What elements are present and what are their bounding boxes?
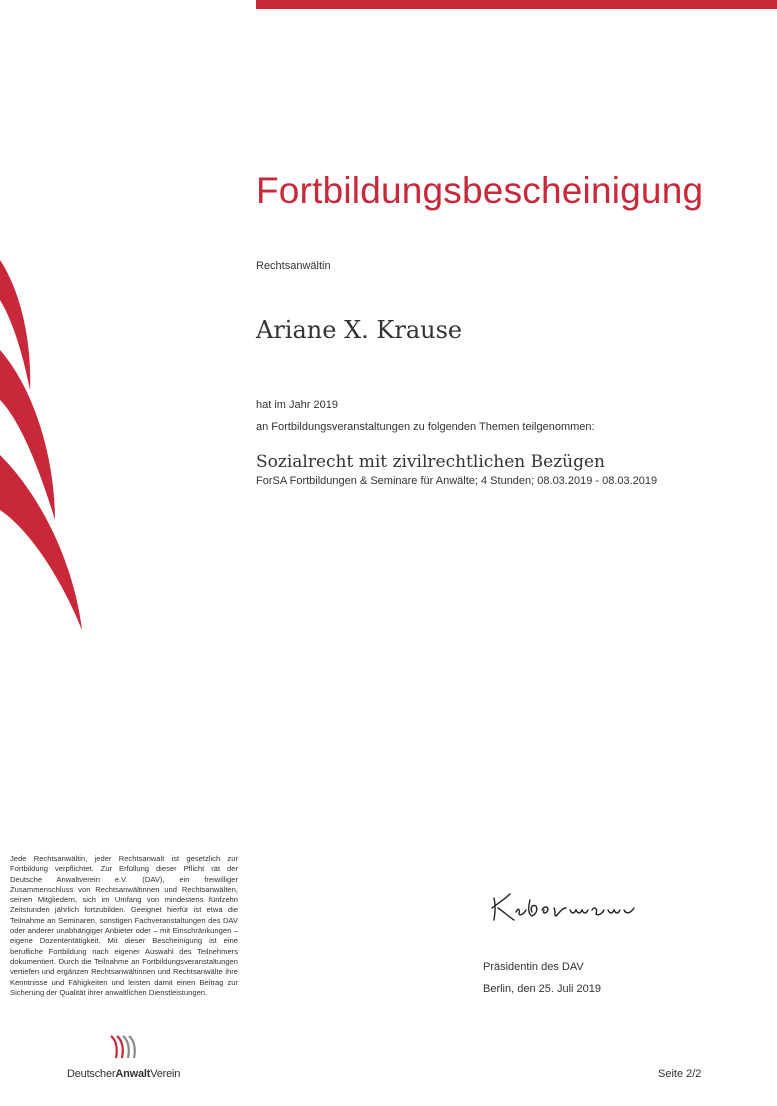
- recipient-name: Ariane X. Krause: [256, 316, 463, 344]
- signature-image: [486, 886, 656, 926]
- course-details: ForSA Fortbildungen & Seminare für Anwälte; 4 Stunden; 08.03.2019 - 08.03.2019: [256, 475, 658, 487]
- participation-year-text: hat im Jahr 2019: [256, 399, 338, 411]
- recipient-role: Rechtsanwältin: [256, 260, 331, 272]
- place-and-date: Berlin, den 25. Juli 2019: [483, 983, 602, 995]
- course-topic: Sozialrecht mit zivilrechtlichen Bezügen: [256, 452, 605, 472]
- red-arc-decoration: [0, 240, 120, 660]
- document-title: Fortbildungsbescheinigung: [256, 170, 704, 211]
- dav-logo-icon: [108, 1030, 140, 1062]
- top-accent-bar: [256, 0, 777, 9]
- participation-text: an Fortbildungsveranstaltungen zu folgenden Themen teilgenommen:: [256, 421, 595, 433]
- signer-role: Präsidentin des DAV: [483, 961, 584, 973]
- dav-logo-text: DeutscherAnwaltVerein: [67, 1068, 181, 1080]
- legal-notice: Jede Rechtsanwältin, jeder Rechtsanwalt ist gesetzlich zur Fortbildung verpflichtet. Zur Erfüllung dieser Pflicht rät der Deutsche Anwaltverein e.V. (DAV), ein freiwilliger Zusammenschluss von Rechtsanwältinnen und Rechtsanwälten, seinen Mitgliedern, sich im Umfang von mindestens fünfzehn Zeitstunden jährlich fortzubilden. Geeignet hierfür ist etwa die Teilnahme an Seminaren, sonstigen Fachveranstaltungen des DAV oder anderer unabhängiger Anbieter oder – mit Einschränkungen – eigene Dozententätigkeit. Mit dieser Bescheinigung ist eine berufliche Fortbildung nach eigener Auswahl des Teilnehmers dokumentiert. Durch die Teilnahme an Fortbildungsveranstaltungen vertiefen und ergänzen Rechtsanwältinnen und Rechtsanwälte ihre Kenntnisse und Fähigkeiten und leisten damit einen Beitrag zur Sicherung der Qualität ihrer anwaltlichen Dienstleistungen.: [10, 854, 238, 997]
- page-number: Seite 2/2: [658, 1068, 702, 1080]
